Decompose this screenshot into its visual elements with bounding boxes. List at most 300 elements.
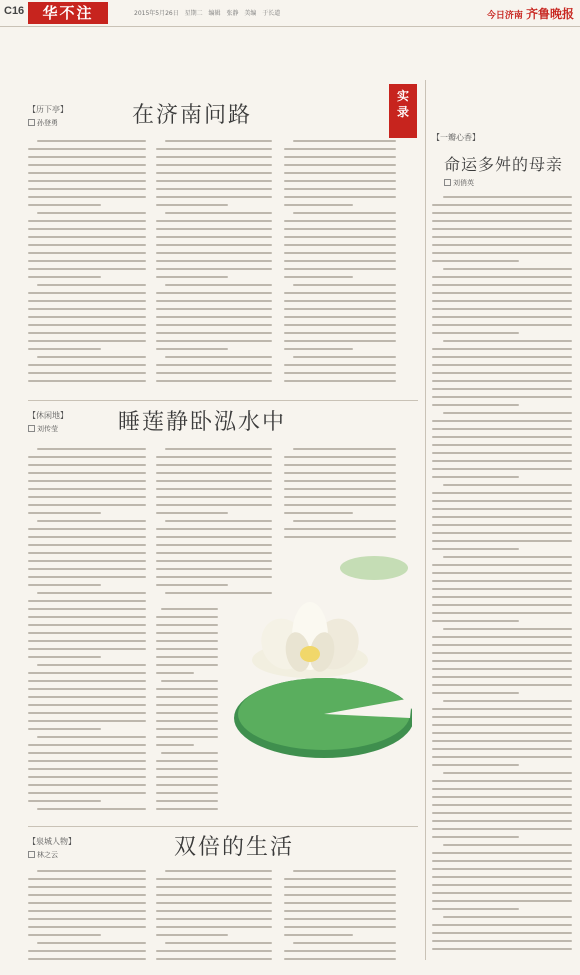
brand-prefix: 今日济南 — [486, 11, 523, 21]
text-line — [28, 512, 101, 514]
text-line — [156, 808, 218, 810]
text-line — [156, 736, 218, 738]
text-line — [432, 580, 572, 582]
text-column — [156, 140, 272, 395]
text-line — [28, 712, 146, 714]
text-line — [156, 276, 228, 278]
brand-logo: 齐鲁晚报 — [525, 7, 574, 21]
text-line — [156, 688, 218, 690]
text-line — [432, 636, 572, 638]
text-line — [28, 268, 146, 270]
text-line — [156, 348, 228, 350]
text-line — [156, 172, 272, 174]
article-byline: 林之云 — [28, 850, 58, 860]
text-line — [28, 488, 146, 490]
text-line — [37, 448, 146, 450]
text-line — [165, 520, 272, 522]
text-line — [156, 544, 272, 546]
text-line — [443, 484, 572, 486]
water-lily-photo — [212, 548, 412, 770]
text-line — [293, 942, 396, 944]
text-line — [37, 808, 146, 810]
text-line — [443, 196, 572, 198]
text-line — [28, 148, 146, 150]
text-line — [28, 744, 146, 746]
text-line — [284, 910, 396, 912]
text-line — [284, 292, 396, 294]
text-line — [432, 436, 572, 438]
text-line — [432, 796, 572, 798]
text-line — [443, 844, 572, 846]
text-line — [28, 228, 146, 230]
text-line — [28, 188, 146, 190]
text-line — [156, 456, 272, 458]
text-line — [432, 780, 572, 782]
text-line — [432, 308, 572, 310]
text-line — [432, 900, 572, 902]
text-line — [432, 396, 572, 398]
text-line — [293, 520, 396, 522]
text-line — [432, 252, 572, 254]
text-line — [165, 356, 272, 358]
article-divider — [28, 826, 418, 827]
text-line — [28, 496, 146, 498]
text-line — [156, 792, 218, 794]
text-line — [432, 228, 572, 230]
text-line — [432, 460, 572, 462]
text-line — [432, 716, 572, 718]
text-line — [432, 516, 572, 518]
text-line — [284, 380, 396, 382]
text-line — [432, 364, 572, 366]
text-line — [284, 364, 396, 366]
sidebar-headline: 命运多舛的母亲 — [444, 155, 564, 174]
text-line — [432, 564, 572, 566]
text-line — [28, 926, 146, 928]
text-line — [156, 228, 272, 230]
text-line — [37, 664, 146, 666]
text-line — [432, 828, 572, 830]
text-line — [432, 204, 572, 206]
text-line — [284, 464, 396, 466]
text-line — [432, 572, 572, 574]
text-line — [432, 244, 572, 246]
text-line — [28, 696, 146, 698]
text-line — [156, 760, 218, 762]
text-column — [28, 448, 146, 820]
text-line — [28, 300, 146, 302]
text-line — [443, 772, 572, 774]
text-line — [156, 308, 272, 310]
text-line — [432, 820, 572, 822]
text-line — [284, 472, 396, 474]
text-line — [432, 708, 572, 710]
text-line — [432, 932, 572, 934]
article-divider — [28, 400, 418, 401]
text-line — [28, 934, 101, 936]
issue-meta: 2015年5月26日 星期二 编辑 张静 美编 于长道 — [134, 10, 281, 17]
text-line — [284, 934, 353, 936]
text-line — [432, 404, 519, 406]
text-line — [156, 894, 272, 896]
text-line — [156, 672, 194, 674]
text-line — [28, 624, 146, 626]
text-line — [156, 536, 272, 538]
text-line — [156, 164, 272, 166]
text-line — [28, 480, 146, 482]
text-line — [293, 140, 396, 142]
text-line — [432, 220, 572, 222]
text-line — [28, 456, 146, 458]
text-line — [432, 612, 572, 614]
text-line — [156, 934, 228, 936]
text-line — [37, 870, 146, 872]
text-line — [156, 504, 272, 506]
text-line — [156, 744, 194, 746]
text-line — [432, 836, 519, 838]
text-line — [28, 380, 146, 382]
text-line — [156, 220, 272, 222]
text-line — [156, 728, 218, 730]
text-line — [28, 308, 146, 310]
text-line — [432, 380, 572, 382]
text-line — [28, 196, 146, 198]
text-line — [28, 784, 146, 786]
text-line — [28, 324, 146, 326]
text-line — [284, 496, 396, 498]
text-line — [156, 324, 272, 326]
text-line — [432, 212, 572, 214]
text-line — [28, 236, 146, 238]
text-line — [156, 340, 272, 342]
text-line — [165, 870, 272, 872]
text-line — [284, 196, 396, 198]
text-line — [156, 776, 218, 778]
text-line — [432, 444, 572, 446]
text-line — [284, 308, 396, 310]
text-line — [284, 300, 396, 302]
text-line — [432, 356, 572, 358]
text-line — [156, 926, 272, 928]
text-line — [284, 204, 353, 206]
seal-char: 录 — [396, 105, 409, 119]
text-line — [28, 340, 146, 342]
text-line — [284, 324, 396, 326]
text-line — [156, 300, 272, 302]
text-line — [432, 260, 519, 262]
text-line — [28, 276, 101, 278]
text-line — [432, 292, 572, 294]
text-line — [156, 768, 218, 770]
text-line — [156, 188, 272, 190]
text-line — [284, 156, 396, 158]
text-line — [28, 576, 146, 578]
text-line — [432, 852, 572, 854]
text-line — [156, 632, 218, 634]
text-line — [443, 700, 572, 702]
text-line — [156, 712, 218, 714]
text-line — [432, 420, 572, 422]
text-line — [156, 464, 272, 466]
text-line — [432, 452, 572, 454]
text-line — [284, 512, 353, 514]
text-column — [28, 870, 146, 966]
text-line — [432, 620, 519, 622]
sidebar-text-column — [432, 196, 572, 960]
text-line — [156, 878, 272, 880]
text-line — [156, 886, 272, 888]
text-line — [432, 748, 572, 750]
text-line — [284, 456, 396, 458]
text-line — [165, 140, 272, 142]
text-line — [284, 172, 396, 174]
text-line — [156, 528, 272, 530]
text-line — [156, 800, 218, 802]
text-column — [28, 140, 146, 395]
text-line — [37, 592, 146, 594]
text-line — [156, 196, 272, 198]
text-line — [156, 656, 218, 658]
text-line — [432, 388, 572, 390]
text-line — [28, 348, 101, 350]
text-line — [156, 648, 218, 650]
text-line — [28, 164, 146, 166]
text-line — [28, 560, 146, 562]
text-line — [284, 372, 396, 374]
text-line — [284, 228, 396, 230]
text-line — [284, 148, 396, 150]
text-line — [156, 380, 272, 382]
text-line — [284, 918, 396, 920]
text-line — [432, 804, 572, 806]
sidebar-byline: 刘俏英 — [444, 178, 474, 188]
text-line — [156, 918, 272, 920]
text-line — [156, 624, 218, 626]
text-line — [37, 212, 146, 214]
text-line — [432, 692, 519, 694]
text-line — [156, 372, 272, 374]
text-line — [37, 140, 146, 142]
lily-flower — [252, 602, 368, 678]
text-line — [28, 332, 146, 334]
text-line — [432, 732, 572, 734]
text-line — [28, 608, 146, 610]
text-line — [432, 868, 572, 870]
text-line — [28, 768, 146, 770]
text-line — [432, 764, 519, 766]
text-line — [432, 332, 519, 334]
text-line — [432, 492, 572, 494]
text-line — [432, 724, 572, 726]
text-line — [28, 544, 146, 546]
text-line — [284, 950, 396, 952]
text-line — [37, 284, 146, 286]
text-line — [28, 776, 146, 778]
text-line — [165, 942, 272, 944]
text-line — [28, 648, 146, 650]
text-line — [432, 756, 572, 758]
text-line — [284, 260, 396, 262]
text-line — [432, 940, 572, 942]
text-line — [156, 204, 228, 206]
text-line — [161, 752, 218, 754]
text-line — [432, 476, 519, 478]
text-line — [432, 324, 572, 326]
text-line — [432, 276, 572, 278]
text-column — [284, 140, 396, 395]
text-line — [28, 244, 146, 246]
text-line — [28, 600, 146, 602]
text-line — [284, 244, 396, 246]
text-line — [156, 958, 272, 960]
column-seal — [389, 84, 417, 138]
text-line — [432, 652, 572, 654]
article-headline: 在济南问路 — [132, 103, 253, 128]
page-header — [0, 0, 580, 27]
text-line — [37, 356, 146, 358]
text-line — [28, 728, 101, 730]
text-line — [28, 958, 146, 960]
text-line — [156, 480, 272, 482]
text-line — [284, 488, 396, 490]
text-line — [28, 364, 146, 366]
text-line — [156, 488, 272, 490]
text-line — [432, 468, 572, 470]
text-line — [28, 292, 146, 294]
text-line — [432, 908, 519, 910]
text-line — [284, 252, 396, 254]
text-line — [432, 588, 572, 590]
text-line — [156, 902, 272, 904]
text-line — [156, 180, 272, 182]
text-line — [432, 948, 572, 950]
article-headline: 双倍的生活 — [174, 835, 295, 860]
article-tag-lixiating: 【历下亭】 — [28, 105, 68, 114]
text-line — [432, 284, 572, 286]
text-line — [28, 950, 146, 952]
text-line — [284, 894, 396, 896]
text-line — [156, 950, 272, 952]
text-line — [165, 212, 272, 214]
text-line — [432, 660, 572, 662]
text-line — [156, 640, 218, 642]
text-line — [432, 892, 572, 894]
text-line — [443, 628, 572, 630]
text-line — [432, 500, 572, 502]
text-line — [293, 870, 396, 872]
text-line — [156, 784, 218, 786]
text-line — [432, 524, 572, 526]
text-line — [284, 236, 396, 238]
text-line — [37, 736, 146, 738]
text-line — [28, 616, 146, 618]
text-line — [28, 910, 146, 912]
article-tag-quanchengrenwu: 【泉城人物】 — [28, 837, 76, 846]
text-line — [28, 760, 146, 762]
text-line — [284, 504, 396, 506]
text-line — [156, 364, 272, 366]
text-line — [293, 356, 396, 358]
text-line — [28, 656, 101, 658]
text-line — [156, 244, 272, 246]
text-line — [156, 260, 272, 262]
text-line — [165, 448, 272, 450]
text-line — [28, 704, 146, 706]
text-line — [432, 428, 572, 430]
text-line — [28, 568, 146, 570]
text-line — [284, 188, 396, 190]
text-line — [293, 448, 396, 450]
text-line — [432, 508, 572, 510]
text-line — [156, 512, 228, 514]
text-line — [37, 942, 146, 944]
text-line — [28, 886, 146, 888]
text-line — [28, 792, 146, 794]
text-line — [156, 720, 218, 722]
text-line — [28, 918, 146, 920]
text-line — [28, 528, 146, 530]
text-line — [284, 332, 396, 334]
text-line — [28, 536, 146, 538]
text-line — [156, 156, 272, 158]
text-line — [432, 812, 572, 814]
text-line — [156, 704, 218, 706]
article-byline: 孙登勇 — [28, 118, 58, 128]
text-line — [284, 340, 396, 342]
text-line — [28, 552, 146, 554]
text-line — [28, 800, 101, 802]
text-line — [432, 740, 572, 742]
text-line — [432, 676, 572, 678]
text-line — [156, 332, 272, 334]
text-line — [156, 910, 272, 912]
text-line — [432, 548, 519, 550]
text-line — [28, 680, 146, 682]
text-line — [432, 876, 572, 878]
text-line — [161, 680, 218, 682]
text-line — [432, 788, 572, 790]
text-line — [432, 596, 572, 598]
text-line — [165, 284, 272, 286]
section-title: 华不注 — [28, 2, 108, 24]
text-line — [284, 926, 396, 928]
text-line — [28, 894, 146, 896]
text-line — [432, 540, 572, 542]
text-line — [156, 292, 272, 294]
text-line — [156, 252, 272, 254]
newspaper-brand — [487, 5, 574, 22]
text-line — [443, 340, 572, 342]
text-line — [284, 180, 396, 182]
text-line — [293, 284, 396, 286]
text-column — [156, 870, 272, 966]
text-line — [284, 276, 353, 278]
text-column — [156, 608, 218, 820]
article-tag-xiuxiandi: 【休闲地】 — [28, 411, 68, 420]
text-line — [28, 220, 146, 222]
text-line — [432, 348, 572, 350]
text-line — [156, 472, 272, 474]
text-line — [432, 924, 572, 926]
text-line — [284, 902, 396, 904]
seal-char: 实 — [396, 89, 409, 103]
text-line — [284, 220, 396, 222]
text-line — [284, 348, 353, 350]
text-line — [432, 884, 572, 886]
text-line — [284, 164, 396, 166]
text-line — [28, 464, 146, 466]
text-line — [432, 532, 572, 534]
